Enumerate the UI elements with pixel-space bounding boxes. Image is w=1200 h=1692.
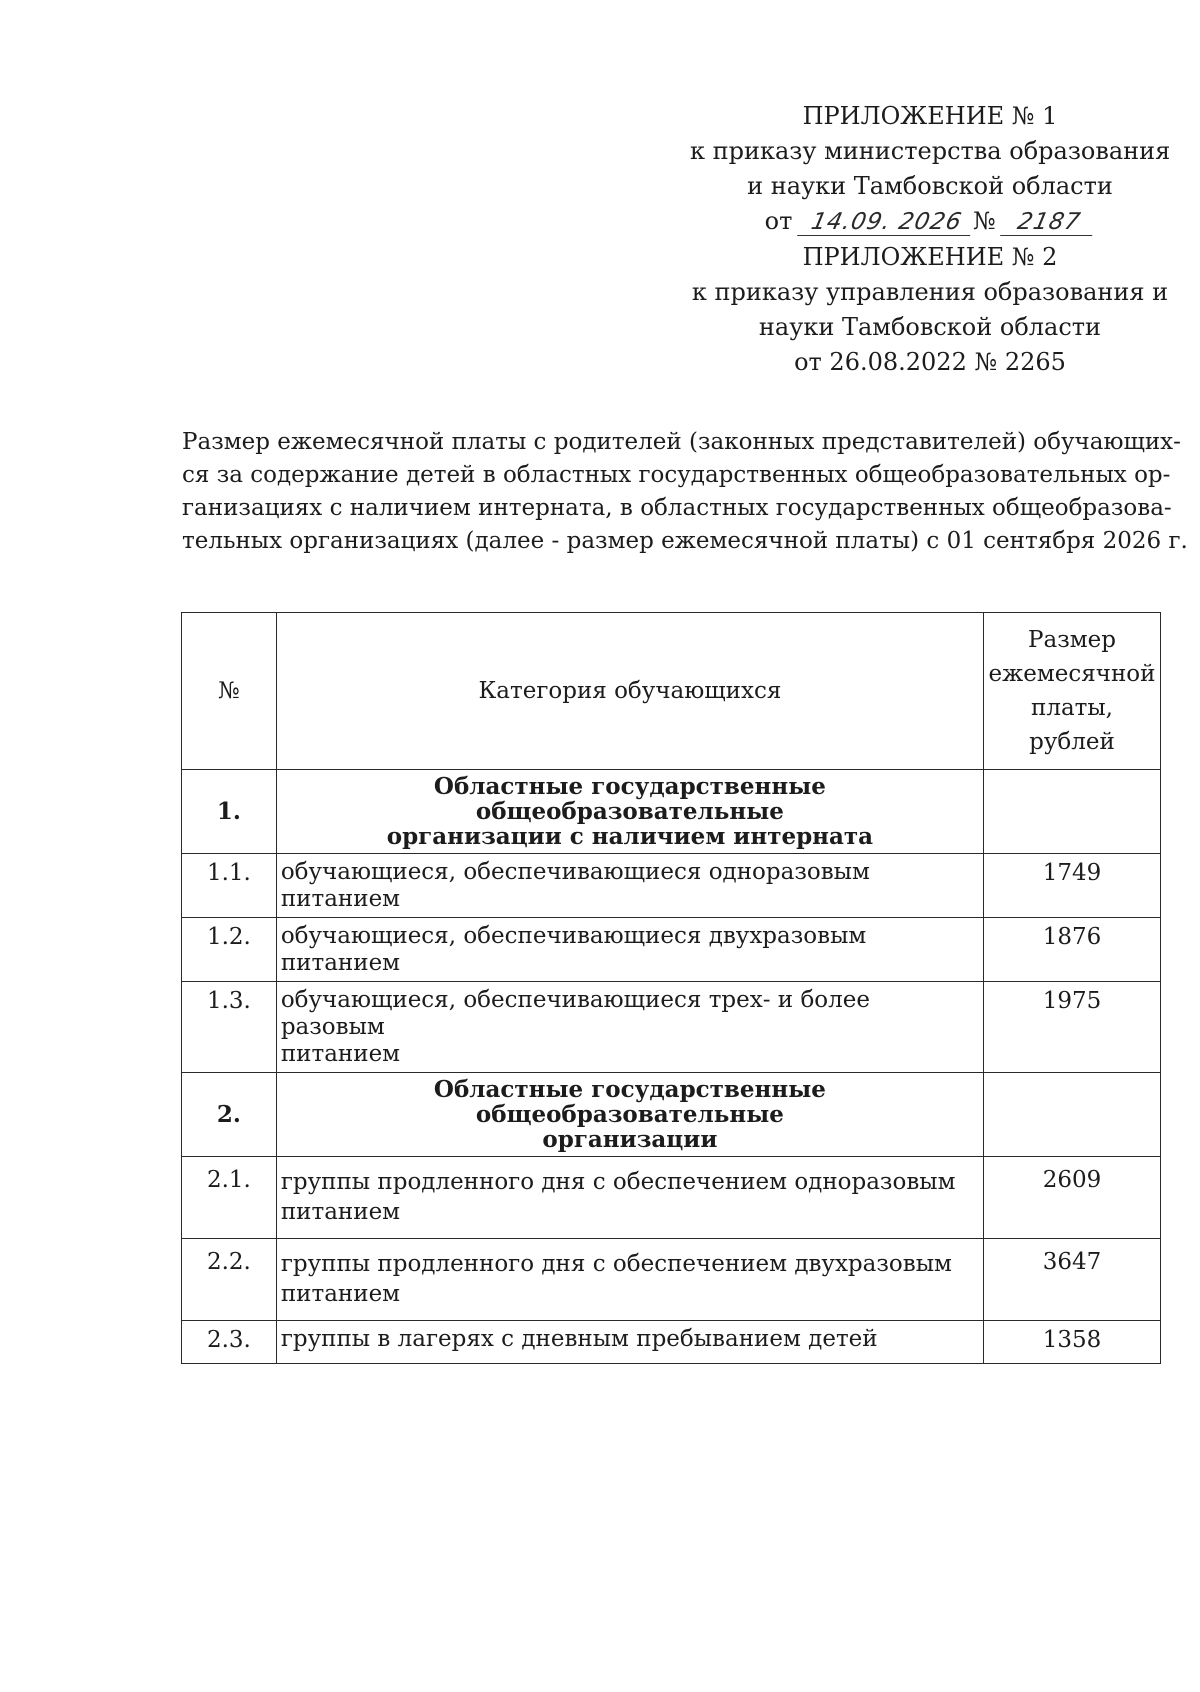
row-category [276,1239,983,1321]
row-category [276,982,983,1073]
row-fee: 1358 [984,1321,1161,1364]
header-fee-line: ежемесячной [988,661,1156,687]
appendix-1-line-1: к приказу министерства образования [690,137,1171,165]
appendix-1-order-line [690,204,1170,239]
row-category-line: группы продленного дня с обеспечением одноразовым [280,1169,956,1195]
section-num: 2. [182,1073,277,1157]
table-header-row [182,613,1161,770]
table-row [182,1321,1161,1364]
section-title-line: Областные государственные общеобразовательные [433,1076,826,1128]
appendix-2-line-3: от 26.08.2022 № 2265 [794,348,1066,376]
section-title-line: организации с наличием интерната [386,823,874,850]
header-category: Категория обучающихся [276,613,983,770]
row-num: 1.2. [182,918,277,982]
appendix-2-line-2: науки Тамбовской области [758,313,1102,341]
header-num: № [182,613,277,770]
section-fee-empty [984,770,1161,854]
header-fee-line: рублей [1029,729,1115,755]
header-fee-line: платы, [1031,695,1113,721]
intro-paragraph [182,426,1188,558]
handwritten-date: 14.09. 2026 [797,209,976,236]
row-fee: 1975 [984,982,1161,1073]
appendix-2-line-1: к приказу управления образования и [691,278,1169,306]
row-category: группы в лагерях с дневным пребыванием детей [276,1321,983,1364]
appendix-2-title: ПРИЛОЖЕНИЕ № 2 [802,243,1058,271]
row-num: 2.3. [182,1321,277,1364]
header-fee [984,613,1161,770]
appendix-1-header [690,99,1170,239]
header-fee-line: Размер [1028,627,1116,653]
table-row [182,1157,1161,1239]
intro-line: ся за содержание детей в областных государственных общеобразовательных ор- [182,462,1171,488]
table-row [182,918,1161,982]
appendix-1-title: ПРИЛОЖЕНИЕ № 1 [802,102,1058,130]
handwritten-number: 2187 [1000,209,1098,236]
section-fee-empty [984,1073,1161,1157]
intro-line: Размер ежемесячной платы с родителей (законных представителей) обучающих- [182,429,1181,455]
row-num: 1.3. [182,982,277,1073]
row-category: обучающиеся, обеспечивающиеся одноразовым питанием [276,854,983,918]
appendix-2-header [690,240,1170,380]
intro-line: тельных организациях (далее - размер ежемесячной платы) с 01 сентября 2026 г. [182,528,1188,554]
row-num: 2.2. [182,1239,277,1321]
row-category-line: обучающиеся, обеспечивающиеся трех- и более разовым [280,987,870,1040]
section-title [276,770,983,854]
row-category-line: питанием [280,1199,401,1225]
table-row [182,982,1161,1073]
appendix-1-line-2: и науки Тамбовской области [747,172,1113,200]
row-category-line: питанием [280,1041,401,1067]
date-prefix: от [764,207,793,235]
section-row [182,770,1161,854]
table-row [182,854,1161,918]
section-num: 1. [182,770,277,854]
section-title [276,1073,983,1157]
row-num: 1.1. [182,854,277,918]
row-category: обучающиеся, обеспечивающиеся двухразовым питанием [276,918,983,982]
row-fee: 3647 [984,1239,1161,1321]
row-fee: 1749 [984,854,1161,918]
number-prefix: № [973,207,996,235]
row-num: 2.1. [182,1157,277,1239]
fee-table [181,612,1161,1364]
row-category [276,1157,983,1239]
section-title-line: организации [542,1126,718,1153]
row-category-line: питанием [280,1281,401,1307]
row-category-line: группы продленного дня с обеспечением двухразовым [280,1251,952,1277]
section-row [182,1073,1161,1157]
row-fee: 1876 [984,918,1161,982]
table-row [182,1239,1161,1321]
intro-line: ганизациях с наличием интерната, в областных государственных общеобразова- [182,495,1172,521]
section-title-line: Областные государственные общеобразовательные [433,773,826,825]
row-fee: 2609 [984,1157,1161,1239]
